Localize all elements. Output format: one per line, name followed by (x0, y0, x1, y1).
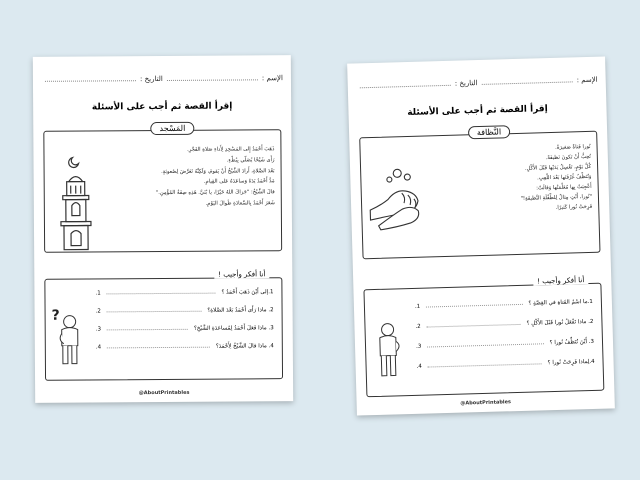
questions-box (44, 270, 283, 381)
story-line: بَعْدَ الصَّلاةِ، أَرادَ الشَّيْخُ أَنْ يَقومَ، وَلَكِنَّهُ تَعَرَّضَ لِصُعوبَةٍ. (161, 167, 275, 175)
date-label: التاريخ : (140, 74, 163, 84)
story-line: رَأَى شَيْخًا يُصَلّي بِبُطْءٍ. (226, 157, 275, 164)
answer-number: 2. (415, 323, 421, 330)
question-row (96, 340, 274, 353)
answer-line[interactable] (107, 310, 202, 313)
name-field[interactable] (167, 78, 258, 81)
answer-line[interactable] (426, 303, 522, 308)
answer-line[interactable] (107, 328, 188, 331)
name-label: الإسم : (261, 74, 283, 83)
question-row (416, 336, 594, 353)
question-text: 4.لِماذا فَرِحَتْ نُورا ؟ (547, 358, 595, 367)
footer-credit: @AboutPrintables (138, 389, 190, 397)
story-box (359, 127, 600, 260)
question-row (96, 322, 274, 335)
header-fields (356, 72, 598, 91)
question-row (95, 286, 273, 299)
answer-number: 2. (95, 308, 101, 315)
story-line: مَدَّ أَحْمَدُ يَدَهُ وَساعَدَهُ عَلى القِيامِ. (203, 178, 275, 186)
answer-line[interactable] (427, 342, 543, 347)
story-title: المَسْجد (150, 122, 194, 135)
question-text: 2. ماذا تَفْعَلُ نُورا قَبْلَ الأَكْلِ ؟ (526, 318, 594, 327)
story-line: تُحِبُّ أَنْ تَكونَ نَظيفَةً. (545, 153, 591, 162)
minaret-icon (50, 151, 101, 251)
question-row (96, 304, 274, 317)
answer-line[interactable] (427, 323, 521, 328)
story-line: "نُورا، أَنْتِ مِثالٌ لِلطِّفْلَةِ النَّظيفَةِ!" (520, 193, 593, 202)
answer-line[interactable] (107, 292, 216, 295)
worksheet-cleanliness (347, 56, 615, 415)
name-field[interactable] (482, 80, 573, 85)
date-field[interactable] (360, 84, 451, 89)
answer-number: 4. (95, 344, 102, 351)
question-text: 2. ماذا رَأَى أَحْمَدُ بَعْدَ الصَّلاةِ؟ (207, 307, 274, 314)
story-line: وَتُنَظِّفُ غُرْفَتَها بَعْدَ اللَّعِبِ. (536, 173, 592, 182)
date-label: التاريخ : (454, 79, 478, 88)
story-line: فَرِحَتْ نُورا كَثيرًا. (555, 203, 593, 211)
question-text: 1.إلى أَيْنَ ذَهَبَ أَحْمَدُ ؟ (221, 289, 274, 296)
answer-number: 1. (414, 303, 421, 310)
answer-line[interactable] (428, 362, 542, 367)
thinking-boy-icon (369, 319, 407, 390)
worksheet-title: إقرأ القصة ثم أجب على الأسئلة (91, 101, 233, 113)
worksheet-mosque (33, 55, 293, 403)
hand-washing-icon (367, 164, 429, 236)
worksheet-title: إقرأ القصة ثم أجب على الأسئلة (407, 104, 548, 119)
answer-line[interactable] (107, 346, 210, 349)
question-row (415, 296, 593, 313)
question-text: 4. ماذا قالَ الشَّيْخُ لِأَحْمَدَ؟ (215, 343, 274, 350)
thinking-boy-icon (50, 306, 86, 370)
story-text (440, 142, 592, 216)
questions-box (363, 276, 604, 398)
question-row (416, 356, 594, 373)
footer-credit: @AboutPrintables (460, 399, 512, 407)
story-line: كُلَّ يَوْمٍ، تَغْسِلُ يَدَيْها قَبْلَ الأَكْلِ. (524, 163, 592, 172)
story-line: ذَهَبَ أَحْمَدُ إِلى المَسْجِدِ لِأَداءِ صَلاةِ الفَجْرِ. (187, 146, 275, 153)
answer-number: 3. (415, 343, 422, 350)
header-fields (41, 70, 283, 84)
story-line: شَعَرَ أَحْمَدُ بِالسَّعادَةِ طَوالَ اليَوْمِ. (205, 200, 275, 207)
questions-title: أنا أفكر وأجيب ! (533, 276, 588, 286)
story-line: نُورا فَتاةٌ صَغيرَةٌ. (555, 143, 591, 151)
question-text: 3. أَيْنَ تُنَظِّفُ نُورا ؟ (549, 338, 595, 347)
question-row (415, 316, 593, 333)
story-title: النَّظافة (468, 125, 511, 139)
story-text (124, 144, 274, 210)
question-text: 3. ماذا فَعَلَ أَحْمَدُ لِمُساعَدَةِ الشَّيْخِ؟ (193, 325, 274, 332)
story-line: قالَ الشَّيْخُ: "جَزاكَ اللهُ خَيْرًا، يا بُنَيَّ. هَذِهِ صِفَةُ المُؤْمِنِ." (155, 189, 275, 197)
question-text: 1.ما اسْمُ الفَتاةِ في القِصَّةِ ؟ (528, 298, 593, 307)
answer-number: 3. (95, 326, 101, 333)
questions-title: أنا أفكر وأجيب ! (214, 270, 269, 278)
svg-text:?: ? (51, 307, 60, 324)
name-label: الإسم : (576, 75, 598, 85)
answer-number: 1. (95, 290, 101, 297)
date-field[interactable] (45, 79, 136, 82)
story-box (43, 123, 282, 253)
story-line: أُعْجِبَتْ بِها مُعَلِّمَتُها وَقالَتْ: (536, 183, 592, 192)
answer-number: 4. (416, 363, 422, 370)
